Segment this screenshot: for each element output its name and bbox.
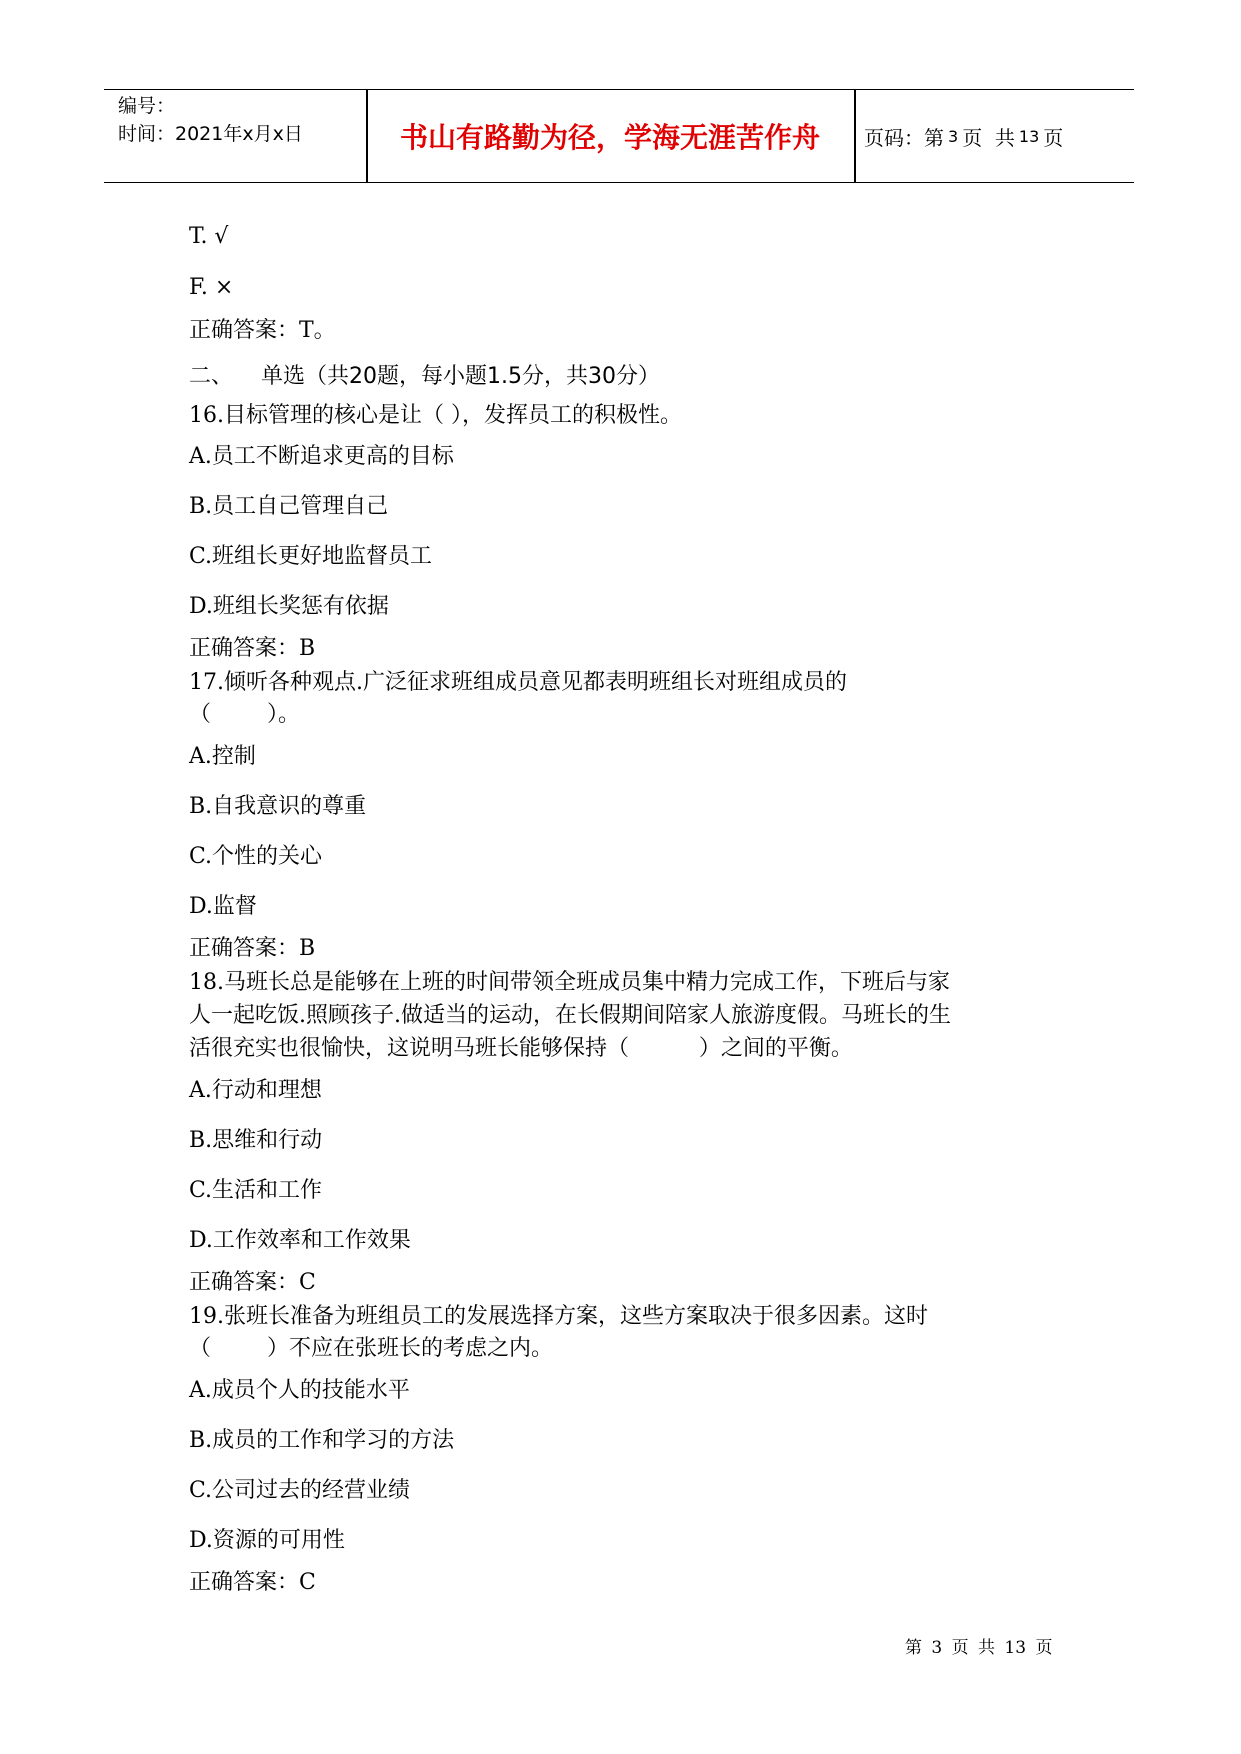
q19-option-b: B.成员的工作和学习的方法 xyxy=(189,1428,455,1453)
question-18-cont-2: 活很充实也很愉快，这说明马班长能够保持（ ）之间的平衡。 xyxy=(189,1036,853,1061)
page-header xyxy=(104,89,1134,183)
q16-option-a: A.员工不断追求更高的目标 xyxy=(189,444,454,469)
question-19: 19.张班长准备为班组员工的发展选择方案，这些方案取决于很多因素。这时 xyxy=(189,1304,928,1329)
header-motto: 书山有路勤为径，学海无涯苦作舟 xyxy=(399,121,820,154)
question-17-cont: （ ）。 xyxy=(189,702,300,727)
option-true: T. √ xyxy=(189,224,229,249)
page-current: 3 xyxy=(948,126,959,146)
q16-option-b: B.员工自己管理自己 xyxy=(189,494,389,519)
q17-option-b: B.自我意识的尊重 xyxy=(189,794,367,819)
q18-option-b: B.思维和行动 xyxy=(189,1128,323,1153)
question-17: 17.倾听各种观点.广泛征求班组成员意见都表明班组长对班组成员的 xyxy=(189,670,847,695)
answer-line: 正确答案：T。 xyxy=(189,318,336,343)
option-false: F. × xyxy=(189,275,234,300)
page-mid: 页 共 xyxy=(962,125,1015,150)
q19-option-a: A.成员个人的技能水平 xyxy=(189,1378,410,1403)
q16-option-c: C.班组长更好地监督员工 xyxy=(189,544,433,569)
section-heading: 二、 单选（共20题，每小题1.5分，共30分） xyxy=(189,364,660,389)
q18-answer: 正确答案：C xyxy=(189,1270,316,1295)
page-total: 13 xyxy=(1018,126,1040,146)
question-19-cont: （ ）不应在张班长的考虑之内。 xyxy=(189,1336,553,1361)
q17-option-d: D.监督 xyxy=(189,894,257,919)
q18-option-c: C.生活和工作 xyxy=(189,1178,323,1203)
question-16: 16.目标管理的核心是让（ ），发挥员工的积极性。 xyxy=(189,403,682,428)
q19-answer: 正确答案：C xyxy=(189,1570,316,1595)
header-page-indicator xyxy=(864,90,1063,182)
page-suffix: 页 xyxy=(1043,125,1064,150)
document-time-label: 时间：2021年x月x日 xyxy=(118,123,303,145)
header-meta xyxy=(118,92,303,148)
q17-option-a: A.控制 xyxy=(189,744,256,769)
q17-option-c: C.个性的关心 xyxy=(189,844,323,869)
q16-answer: 正确答案：B xyxy=(189,636,316,661)
question-18-cont-1: 人一起吃饭.照顾孩子.做适当的运动，在长假期间陪家人旅游度假。马班长的生 xyxy=(189,1003,951,1028)
q17-answer: 正确答案：B xyxy=(189,936,316,961)
header-divider-right xyxy=(854,90,856,182)
q19-option-c: C.公司过去的经营业绩 xyxy=(189,1478,411,1503)
q19-option-d: D.资源的可用性 xyxy=(189,1528,345,1553)
q18-option-a: A.行动和理想 xyxy=(189,1078,322,1103)
question-18: 18.马班长总是能够在上班的时间带领全班成员集中精力完成工作，下班后与家 xyxy=(189,970,950,995)
q16-option-d: D.班组长奖惩有依据 xyxy=(189,594,389,619)
document-number-label: 编号： xyxy=(118,95,176,117)
page-prefix: 页码：第 xyxy=(864,125,944,150)
page-footer: 第 3 页 共 13 页 xyxy=(905,1638,1053,1658)
q18-option-d: D.工作效率和工作效果 xyxy=(189,1228,411,1253)
